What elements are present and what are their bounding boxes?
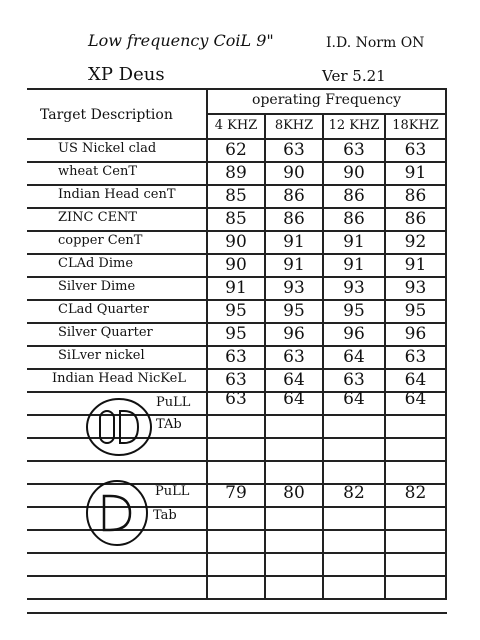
pull-tab-label-1: PuLL	[156, 395, 191, 410]
title-version: Ver 5.21	[322, 67, 386, 85]
value-18khz: 63	[404, 140, 427, 160]
value-18khz: 64	[404, 389, 427, 409]
freq-col-4khz: 4 KHZ	[214, 118, 258, 133]
value-12khz: 82	[343, 483, 365, 503]
value-8khz: 86	[283, 209, 305, 229]
value-4khz: 63	[225, 370, 247, 390]
value-12khz: 93	[343, 278, 365, 298]
value-4khz: 95	[225, 301, 247, 321]
pull-tab-label-2: TAb	[156, 417, 182, 432]
value-18khz: 86	[404, 209, 427, 229]
value-18khz: 92	[404, 232, 427, 252]
value-8khz: 64	[283, 389, 305, 409]
value-12khz: 95	[343, 301, 365, 321]
pull-tab-label-1: PuLL	[155, 484, 190, 499]
value-8khz: 91	[283, 232, 305, 252]
value-12khz: 64	[343, 347, 365, 367]
value-18khz: 91	[404, 255, 427, 275]
value-8khz: 64	[283, 370, 305, 390]
target-label: CLad Quarter	[58, 302, 149, 317]
value-12khz: 63	[343, 140, 365, 160]
operating-frequency-header: operating Frequency	[252, 92, 401, 108]
freq-col-12khz: 12 KHZ	[328, 118, 380, 133]
target-label: SiLver nickel	[58, 348, 145, 363]
target-label: Indian Head NicKeL	[52, 371, 186, 386]
target-label: wheat CenT	[58, 164, 137, 179]
value-18khz: 63	[404, 347, 427, 367]
value-8khz: 86	[283, 186, 305, 206]
value-18khz: 96	[404, 324, 427, 344]
pull-tab-drawing-icon	[84, 396, 154, 458]
value-12khz: 90	[343, 163, 365, 183]
value-4khz: 90	[225, 255, 247, 275]
value-4khz: 90	[225, 232, 247, 252]
pull-tab-label-2: Tab	[153, 508, 177, 523]
target-label: US Nickel clad	[58, 141, 157, 156]
target-label: ZINC CENT	[58, 210, 138, 225]
value-4khz: 63	[225, 347, 247, 367]
value-4khz: 91	[225, 278, 247, 298]
freq-col-18khz: 18KHZ	[392, 118, 439, 133]
value-12khz: 91	[343, 232, 365, 252]
value-12khz: 64	[343, 389, 365, 409]
value-4khz: 63	[225, 389, 247, 409]
value-18khz: 91	[404, 163, 427, 183]
title-coil: Low frequency CoiL 9"	[88, 31, 274, 50]
target-description-header: Target Description	[40, 107, 173, 123]
value-4khz: 85	[225, 209, 247, 229]
value-18khz: 64	[404, 370, 427, 390]
target-label: Silver Dime	[58, 279, 136, 294]
freq-col-8khz: 8KHZ	[274, 118, 314, 133]
target-label: copper CenT	[58, 233, 143, 248]
value-8khz: 91	[283, 255, 305, 275]
value-12khz: 91	[343, 255, 365, 275]
value-4khz: 85	[225, 186, 247, 206]
value-8khz: 63	[283, 347, 305, 367]
value-4khz: 89	[225, 163, 247, 183]
value-4khz: 62	[225, 140, 247, 160]
value-18khz: 93	[404, 278, 427, 298]
value-8khz: 80	[283, 483, 305, 503]
value-12khz: 63	[343, 370, 365, 390]
value-4khz: 95	[225, 324, 247, 344]
title-id-norm: I.D. Norm ON	[326, 35, 425, 51]
value-8khz: 95	[283, 301, 305, 321]
value-8khz: 93	[283, 278, 305, 298]
value-8khz: 90	[283, 163, 305, 183]
value-8khz: 63	[283, 140, 305, 160]
title-detector: XP Deus	[88, 64, 165, 85]
value-12khz: 86	[343, 186, 365, 206]
target-label: Silver Quarter	[58, 325, 153, 340]
value-8khz: 96	[283, 324, 305, 344]
value-12khz: 86	[343, 209, 365, 229]
row-line	[27, 612, 447, 614]
target-label: Indian Head cenT	[58, 187, 176, 202]
col-line	[445, 88, 447, 600]
value-4khz: 79	[225, 483, 247, 503]
target-label: CLAd Dime	[58, 256, 134, 271]
value-18khz: 95	[404, 301, 427, 321]
table-header-split-line	[206, 113, 447, 115]
value-18khz: 82	[404, 483, 427, 503]
table-top-line	[27, 88, 447, 90]
value-18khz: 86	[404, 186, 427, 206]
pull-tab-drawing-icon	[84, 478, 154, 548]
value-12khz: 96	[343, 324, 365, 344]
